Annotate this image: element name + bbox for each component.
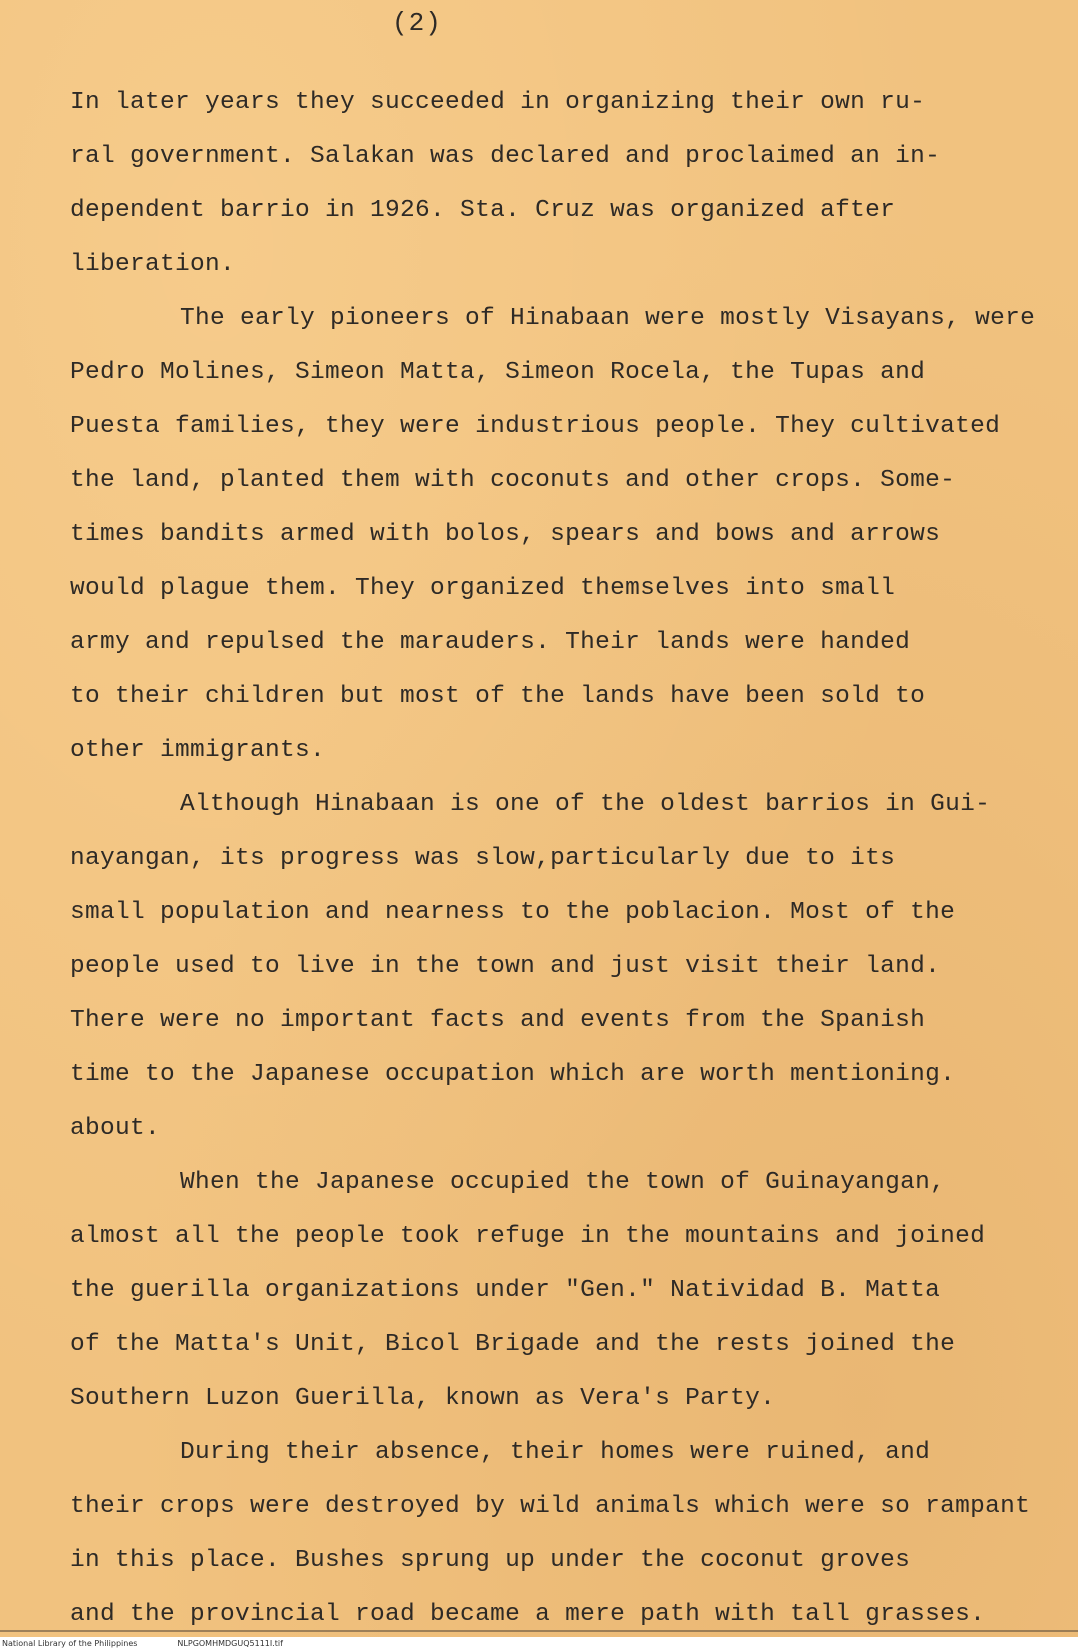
footer-file-code: NLPGOMHMDGUQ5111I.tif [177, 1639, 283, 1648]
text-line: ral government. Salakan was declared and proclaimed an in- [70, 143, 941, 170]
text-line: army and repulsed the marauders. Their lands were handed [70, 629, 911, 656]
text-line: in this place. Bushes sprung up under the coconut groves [70, 1547, 911, 1574]
text-line: time to the Japanese occupation which are worth mentioning. [70, 1061, 956, 1088]
text-line: of the Matta's Unit, Bicol Brigade and the rests joined the [70, 1331, 956, 1358]
text-line: There were no important facts and events from the Spanish [70, 1007, 926, 1034]
text-line: times bandits armed with bolos, spears and bows and arrows [70, 521, 941, 548]
paragraph-start-line: Although Hinabaan is one of the oldest barrios in Gui- [180, 791, 991, 818]
text-line: to their children but most of the lands have been sold to [70, 683, 926, 710]
text-line: Southern Luzon Guerilla, known as Vera's Party. [70, 1385, 776, 1412]
text-line: about. [70, 1115, 161, 1142]
text-line: and the provincial road became a mere path with tall grasses. [70, 1601, 986, 1628]
text-line: dependent barrio in 1926. Sta. Cruz was organized after [70, 197, 896, 224]
footer-library-name: National Library of the Philippines [2, 1639, 138, 1648]
text-line: In later years they succeeded in organizing their own ru- [70, 89, 926, 116]
page-number: (2) [392, 8, 442, 38]
text-line: almost all the people took refuge in the mountains and joined [70, 1223, 986, 1250]
scan-footer [0, 1637, 1078, 1650]
text-line: Pedro Molines, Simeon Matta, Simeon Rocela, the Tupas and [70, 359, 926, 386]
text-line: the land, planted them with coconuts and other crops. Some- [70, 467, 956, 494]
paragraph-start-line: The early pioneers of Hinabaan were mostly Visayans, were [180, 305, 1036, 332]
paragraph-start-line: During their absence, their homes were ruined, and [180, 1439, 931, 1466]
text-line: their crops were destroyed by wild animals which were so rampant [70, 1493, 1031, 1520]
text-line: people used to live in the town and just visit their land. [70, 953, 941, 980]
page-bottom-rule [0, 1630, 1078, 1632]
paragraph-start-line: When the Japanese occupied the town of Guinayangan, [180, 1169, 946, 1196]
document-body [70, 76, 1036, 1642]
text-line: would plague them. They organized themselves into small [70, 575, 896, 602]
text-line: Puesta families, they were industrious people. They cultivated [70, 413, 1001, 440]
text-line: nayangan, its progress was slow,particularly due to its [70, 845, 896, 872]
text-line: other immigrants. [70, 737, 326, 764]
text-line: liberation. [70, 251, 236, 278]
text-line: small population and nearness to the poblacion. Most of the [70, 899, 956, 926]
text-line: the guerilla organizations under "Gen." Natividad B. Matta [70, 1277, 941, 1304]
